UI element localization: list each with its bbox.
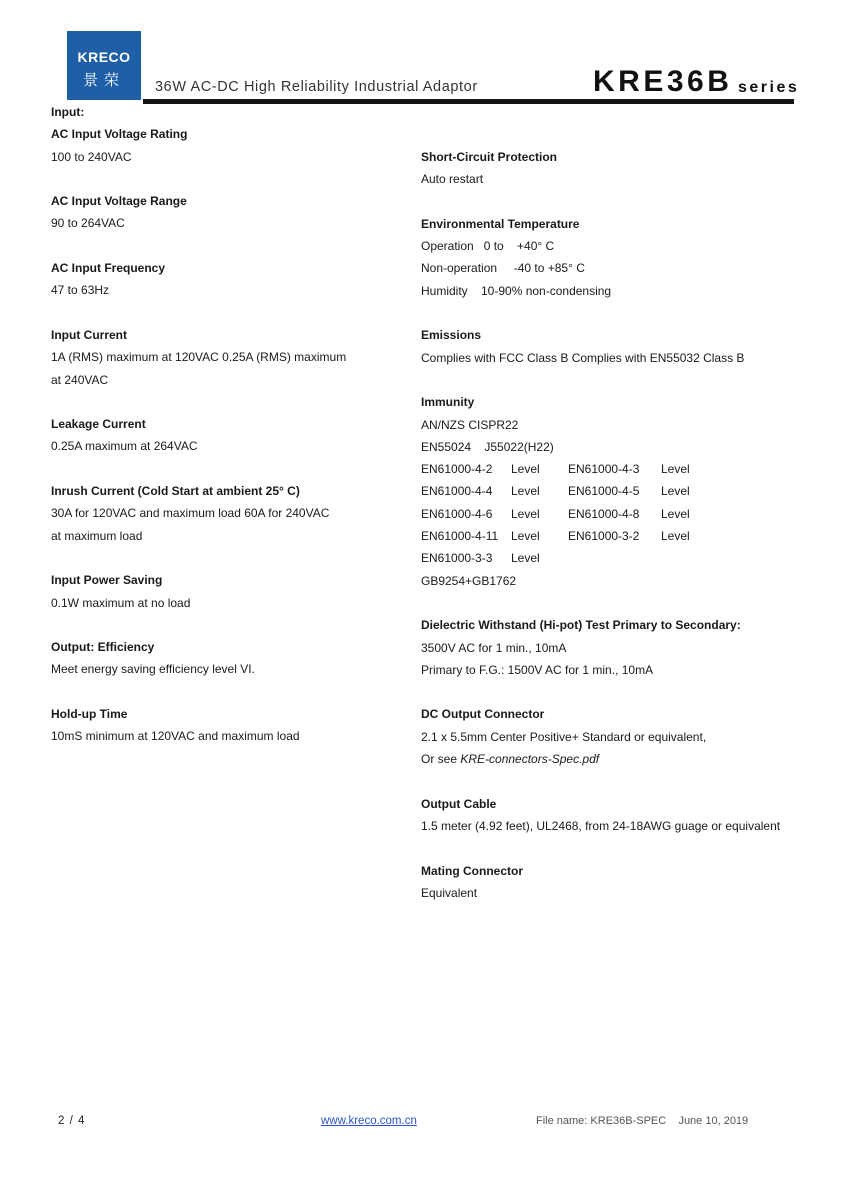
immunity-row [421,458,811,480]
immunity-level: Level [661,506,690,521]
output-cable-value: 1.5 meter (4.92 feet), UL2468, from 24-18AWG guage or equivalent [421,818,781,833]
immunity-row [421,503,811,525]
spec-column-left [51,101,361,748]
company-logo [67,31,141,100]
ac-rating-heading: AC Input Voltage Rating [51,127,188,142]
leakage-current-heading: Leakage Current [51,417,146,432]
model-number: KRE36B [593,65,733,98]
immunity-standard: EN61000-4-11 [421,529,499,544]
ac-range-heading: AC Input Voltage Range [51,194,187,209]
output-cable-heading: Output Cable [421,796,497,811]
power-saving-value: 0.1W maximum at no load [51,595,191,610]
inrush-current-value-line2: at maximum load [51,528,143,543]
logo-text-en: KRECO [77,49,131,65]
env-operation-value: Operation 0 to +40° C [421,239,555,254]
leakage-current-value: 0.25A maximum at 264VAC [51,439,198,454]
immunity-standard: EN61000-4-2 [421,462,493,477]
immunity-level: Level [511,506,540,521]
immunity-standard: EN61000-3-2 [568,529,640,544]
immunity-row [421,480,811,502]
immunity-level: Level [511,484,540,499]
short-circuit-heading: Short-Circuit Protection [421,150,558,164]
efficiency-value: Meet energy saving efficiency level VI. [51,662,255,677]
immunity-line-1: AN/NZS CISPR22 [421,417,519,432]
immunity-heading: Immunity [421,395,475,410]
immunity-row [421,547,811,569]
immunity-row [421,525,811,547]
dc-output-connector-value-line1: 2.1 x 5.5mm Center Positive+ Standard or equivalent, [421,729,707,744]
dielectric-value-line1: 3500V AC for 1 min., 10mA [421,640,567,655]
document-subtitle: 36W AC-DC High Reliability Industrial Adaptor [155,79,478,95]
immunity-level: Level [661,462,690,477]
immunity-standard: EN61000-4-6 [421,506,493,521]
immunity-standard [568,547,661,569]
model-series-label: series [738,79,800,96]
holdup-time-heading: Hold-up Time [51,707,128,722]
page-number: 2 / 4 [58,1115,86,1127]
ac-frequency-heading: AC Input Frequency [51,261,166,276]
immunity-standard: EN61000-4-3 [568,462,640,477]
see-prefix: Or see [421,752,461,767]
immunity-standard: EN61000-4-4 [421,484,493,499]
spec-column-right [421,146,811,904]
env-nonoperation-value: Non-operation -40 to +85° C [421,261,585,276]
input-section-title: Input: [51,105,85,119]
inrush-current-heading: Inrush Current (Cold Start at ambient 25° C) [51,484,300,499]
file-name-date: File name: KRE36B-SPEC June 10, 2019 [536,1115,749,1127]
immunity-line-2: EN55024 J55022(H22) [421,439,554,454]
inrush-current-value-line1: 30A for 120VAC and maximum load 60A for 240VAC [51,506,330,521]
dc-output-connector-value-line2 [421,748,811,770]
immunity-standard: EN61000-4-5 [568,484,640,499]
mating-connector-value: Equivalent [421,885,478,900]
short-circuit-value: Auto restart [421,172,484,187]
holdup-time-value: 10mS minimum at 120VAC and maximum load [51,729,300,744]
input-current-value-line1: 1A (RMS) maximum at 120VAC 0.25A (RMS) maximum [51,350,347,365]
immunity-level: Level [661,529,690,544]
dielectric-heading: Dielectric Withstand (Hi-pot) Test Primary to Secondary: [421,618,741,633]
website-link[interactable]: www.kreco.com.cn [321,1115,417,1127]
immunity-standards-grid [421,458,811,569]
immunity-level: Level [511,551,540,566]
env-temperature-heading: Environmental Temperature [421,216,580,231]
immunity-standard: EN61000-4-8 [568,506,640,521]
immunity-line-last: GB9254+GB1762 [421,573,517,588]
efficiency-heading: Output: Efficiency [51,640,155,655]
ac-frequency-value: 47 to 63Hz [51,283,110,298]
immunity-level: Level [511,529,540,544]
immunity-standard: EN61000-3-3 [421,551,493,566]
immunity-level: Level [511,462,540,477]
logo-text-cn: 景荣 [82,72,125,89]
ac-rating-value: 100 to 240VAC [51,149,132,164]
mating-connector-heading: Mating Connector [421,863,523,878]
input-current-heading: Input Current [51,327,127,342]
connector-spec-filename: KRE-connectors-Spec.pdf [460,752,600,767]
power-saving-heading: Input Power Saving [51,573,163,588]
dc-output-connector-heading: DC Output Connector [421,707,545,722]
env-humidity-value: Humidity 10-90% non-condensing [421,283,612,298]
emissions-value: Complies with FCC Class B Complies with EN55032 Class B [421,350,745,365]
input-current-value-line2: at 240VAC [51,372,109,387]
ac-range-value: 90 to 264VAC [51,216,125,231]
dielectric-value-line2: Primary to F.G.: 1500V AC for 1 min., 10mA [421,662,654,677]
emissions-heading: Emissions [421,328,482,343]
immunity-level: Level [661,484,690,499]
